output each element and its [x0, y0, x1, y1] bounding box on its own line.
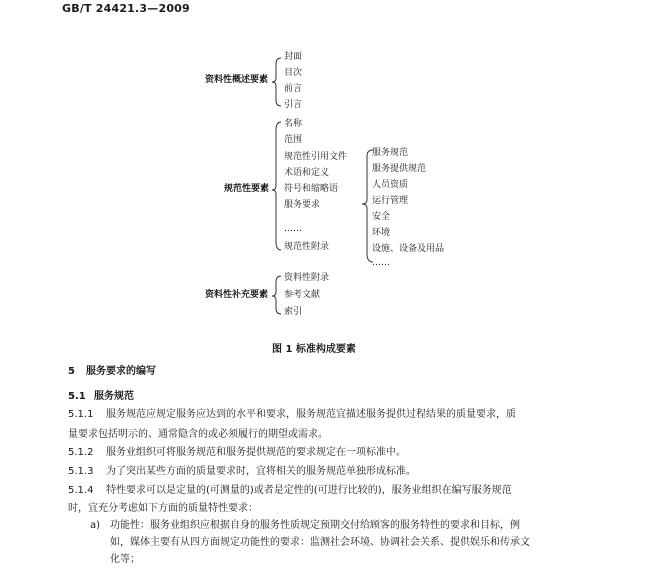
tree-item: 目次: [284, 68, 303, 78]
tree-item: ……: [284, 224, 302, 234]
subsection-number: 5.1: [68, 391, 86, 402]
tree-subitem: 运行管理: [372, 196, 409, 206]
brace-normative: [272, 122, 281, 250]
tree-subitem: 环境: [372, 228, 391, 238]
clause-number: 5.1.4: [68, 485, 94, 496]
standard-number-header: GB/T 24421.3—2009: [62, 2, 190, 15]
tree-item: 规范性附录: [284, 242, 330, 252]
section-number: 5: [68, 366, 75, 377]
tree-subitem: 服务规范: [372, 148, 409, 158]
group-label-overview: 资料性概述要素: [205, 75, 269, 85]
clause-text: 特性要求可以是定量的(可测量的)或者是定性的(可进行比较的)，服务业组织在编写服务规范: [106, 485, 512, 496]
tree-item: 参考文献: [284, 290, 321, 300]
clause-number: 5.1.3: [68, 466, 94, 477]
tree-item: 术语和定义: [284, 168, 330, 178]
section-title: 服务要求的编写: [86, 366, 156, 377]
tree-item: 索引: [284, 307, 303, 317]
list-marker: a): [90, 520, 101, 531]
clause-text: 服务规范应规定服务应达到的水平和要求，服务规范宜描述服务提供过程结果的质量要求，质: [106, 409, 516, 420]
tree-item: 符号和缩略语: [284, 184, 339, 194]
tree-item: 服务要求: [284, 200, 321, 210]
tree-subitem: 设施、设备及用品: [372, 244, 445, 254]
clause-text: 为了突出某些方面的质量要求时，宜将相关的服务规范单独形成标准。: [106, 466, 416, 477]
figure-caption: 图 1 标准构成要素: [272, 344, 356, 355]
list-text: 功能性：服务业组织应根据自身的服务性质规定预期交付给顾客的服务特性的要求和目标，例: [110, 520, 520, 531]
subsection-title: 服务规范: [94, 391, 134, 402]
tree-item: 前言: [284, 84, 303, 94]
tree-subitem: 服务提供规范: [372, 164, 427, 174]
clause-text: 服务业组织可将服务规范和服务提供规范的要求规定在一项标准中。: [106, 447, 406, 458]
group-label-supplement: 资料性补充要素: [205, 290, 269, 300]
clause-number: 5.1.1: [68, 409, 94, 420]
clause-text: 量要求包括明示的、通常隐含的或必须履行的期望或需求。: [68, 429, 328, 440]
tree-item: 规范性引用文件: [284, 152, 348, 162]
tree-subitem: 人员资质: [372, 180, 409, 190]
brace-supplement: [272, 276, 281, 314]
brace-overview: [272, 58, 281, 106]
list-text: 化等；: [110, 554, 140, 565]
tree-item: 封面: [284, 52, 303, 62]
tree-item: 名称: [284, 119, 303, 129]
clause-text: 时，宜充分考虑如下方面的质量特性要求：: [68, 503, 258, 514]
tree-item: 资料性附录: [284, 273, 330, 283]
list-text: 如，媒体主要有从四方面规定功能性的要求：监测社会环境、协调社会关系、提供娱乐和传承文: [110, 537, 530, 548]
tree-subitem: ……: [372, 258, 390, 268]
tree-subitem: 安全: [372, 212, 391, 222]
group-label-normative: 规范性要素: [224, 184, 270, 194]
tree-item: 范围: [284, 135, 303, 145]
clause-number: 5.1.2: [68, 447, 94, 458]
tree-item: 引言: [284, 100, 303, 110]
